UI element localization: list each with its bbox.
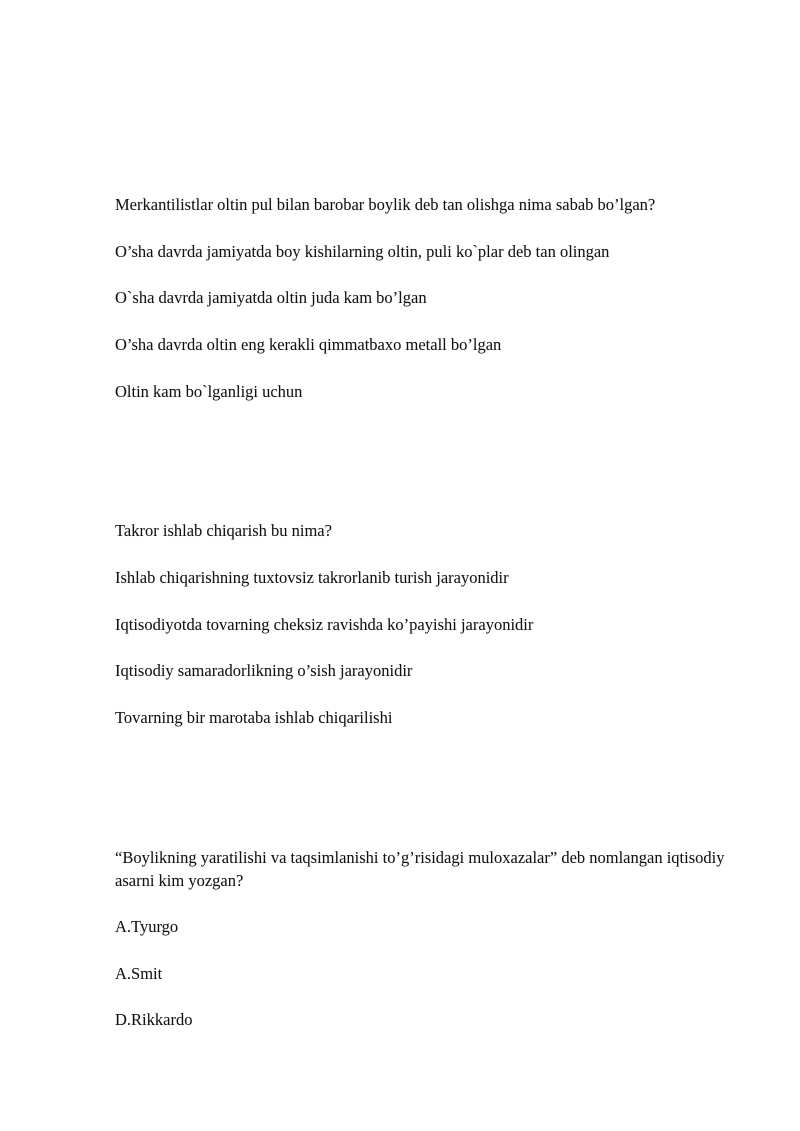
- question-2-option-4: Tovarning bir marotaba ishlab chiqarilishi: [115, 708, 393, 727]
- question-1-option-3: O’sha davrda oltin eng kerakli qimmatbaxo metall bo’lgan: [115, 335, 502, 354]
- question-2-text: Takror ishlab chiqarish bu nima?: [115, 521, 332, 540]
- question-3-option-3: D.Rikkardo: [115, 1010, 193, 1029]
- question-3-option-1: A.Tyurgo: [115, 917, 179, 936]
- question-1-option-2: O`sha davrda jamiyatda oltin juda kam bo’lgan: [115, 288, 427, 307]
- question-1-option-1: O’sha davrda jamiyatda boy kishilarning oltin, puli ko`plar deb tan olingan: [115, 242, 610, 261]
- question-2-option-3: Iqtisodiy samaradorlikning o’sish jarayonidir: [115, 661, 413, 680]
- question-3-text: “Boylikning yaratilishi va taqsimlanishi to’g’risidagi muloxazalar” deb nomlangan iqtisodiy asarni kim yozgan?: [115, 848, 725, 890]
- question-2-option-1: Ishlab chiqarishning tuxtovsiz takrorlanib turish jarayonidir: [115, 568, 509, 587]
- question-3-option-2: A.Smit: [115, 964, 163, 983]
- question-1-option-4: Oltin kam bo`lganligi uchun: [115, 382, 303, 401]
- question-2-option-2: Iqtisodiyotda tovarning cheksiz ravishda ko’payishi jarayonidir: [115, 615, 534, 634]
- question-1-text: Merkantilistlar oltin pul bilan barobar boylik deb tan olishga nima sabab bo’lgan?: [115, 195, 656, 214]
